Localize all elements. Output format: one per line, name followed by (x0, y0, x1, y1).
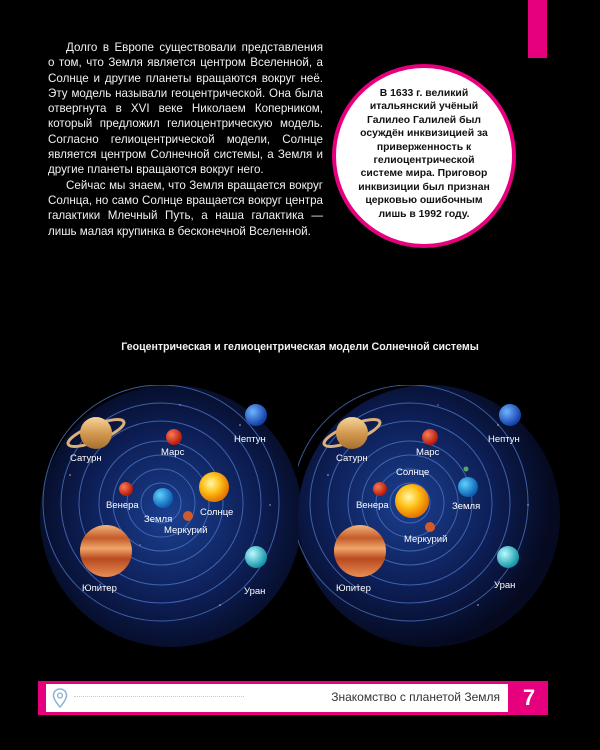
label-mars: Марс (416, 447, 440, 458)
sun-icon (395, 484, 429, 518)
mars-icon (166, 429, 182, 445)
location-pin-icon (52, 688, 68, 708)
callout-text: В 1633 г. великий итальянский учёный Галилео Галилей был осуждён инквизицией за приверженность к гелиоцентрической системе мира. Приговор инквизиции был признан церковью ошибочным лишь в 1992 году. (358, 87, 490, 220)
venus-icon (119, 482, 133, 496)
mercury-icon (425, 522, 435, 532)
label-saturn: Сатурн (336, 453, 368, 464)
footer-dotted-line (74, 696, 244, 697)
label-sun: Солнце (396, 467, 430, 478)
geocentric-diagram (40, 385, 302, 647)
label-mars: Марс (161, 447, 185, 458)
label-mercury: Меркурий (164, 525, 208, 536)
label-uranus: Уран (244, 586, 266, 597)
label-neptune: Нептун (234, 434, 266, 445)
label-saturn: Сатурн (70, 453, 102, 464)
sun-icon (199, 472, 229, 502)
uranus-icon (245, 546, 267, 568)
label-mercury: Меркурий (404, 534, 448, 545)
paragraph-2: Сейчас мы знаем, что Земля вращается вокруг Солнца, но само Солнце вращается вокруг центра галактики Млечный Путь, а наша галактика — лишь малая крупинка в бесконечной Вселенной. (48, 178, 323, 238)
earth-icon (458, 477, 478, 497)
galileo-callout (332, 64, 516, 248)
label-earth: Земля (144, 514, 173, 525)
page-number: 7 (522, 685, 536, 710)
jupiter-icon (334, 525, 386, 577)
label-neptune: Нептун (488, 434, 520, 445)
label-earth: Земля (452, 501, 481, 512)
label-venus: Венера (106, 500, 139, 511)
label-jupiter: Юпитер (82, 583, 117, 594)
heliocentric-diagram (298, 385, 560, 647)
label-uranus: Уран (494, 580, 516, 591)
uranus-icon (497, 546, 519, 568)
mars-icon (422, 429, 438, 445)
earth-icon (153, 488, 173, 508)
label-sun: Солнце (200, 507, 234, 518)
figure-title: Геоцентрическая и гелиоцентрическая модели Солнечной системы (121, 341, 479, 353)
section-title: Знакомство с планетой Земля (331, 690, 500, 704)
neptune-icon (245, 404, 267, 426)
body-text (48, 40, 323, 239)
label-venus: Венера (356, 500, 389, 511)
top-accent-tab (528, 0, 547, 58)
mercury-icon (183, 511, 193, 521)
neptune-icon (499, 404, 521, 426)
label-jupiter: Юпитер (336, 583, 371, 594)
paragraph-1: Долго в Европе существовали представления о том, что Земля является центром Вселенной, а Солнце и другие планеты вращаются вокруг неё. Эту модель называли геоцентрической. Она была отвергнута в XVI веке Николаем Коперником, который предложил гелиоцентрическую модель. Согласно гелиоцентрической модели, Солнце является центром Солнечной системы, а Земля и другие планеты вращаются вокруг него. (48, 41, 323, 177)
space-background (298, 385, 560, 647)
venus-icon (373, 482, 387, 496)
jupiter-icon (80, 525, 132, 577)
